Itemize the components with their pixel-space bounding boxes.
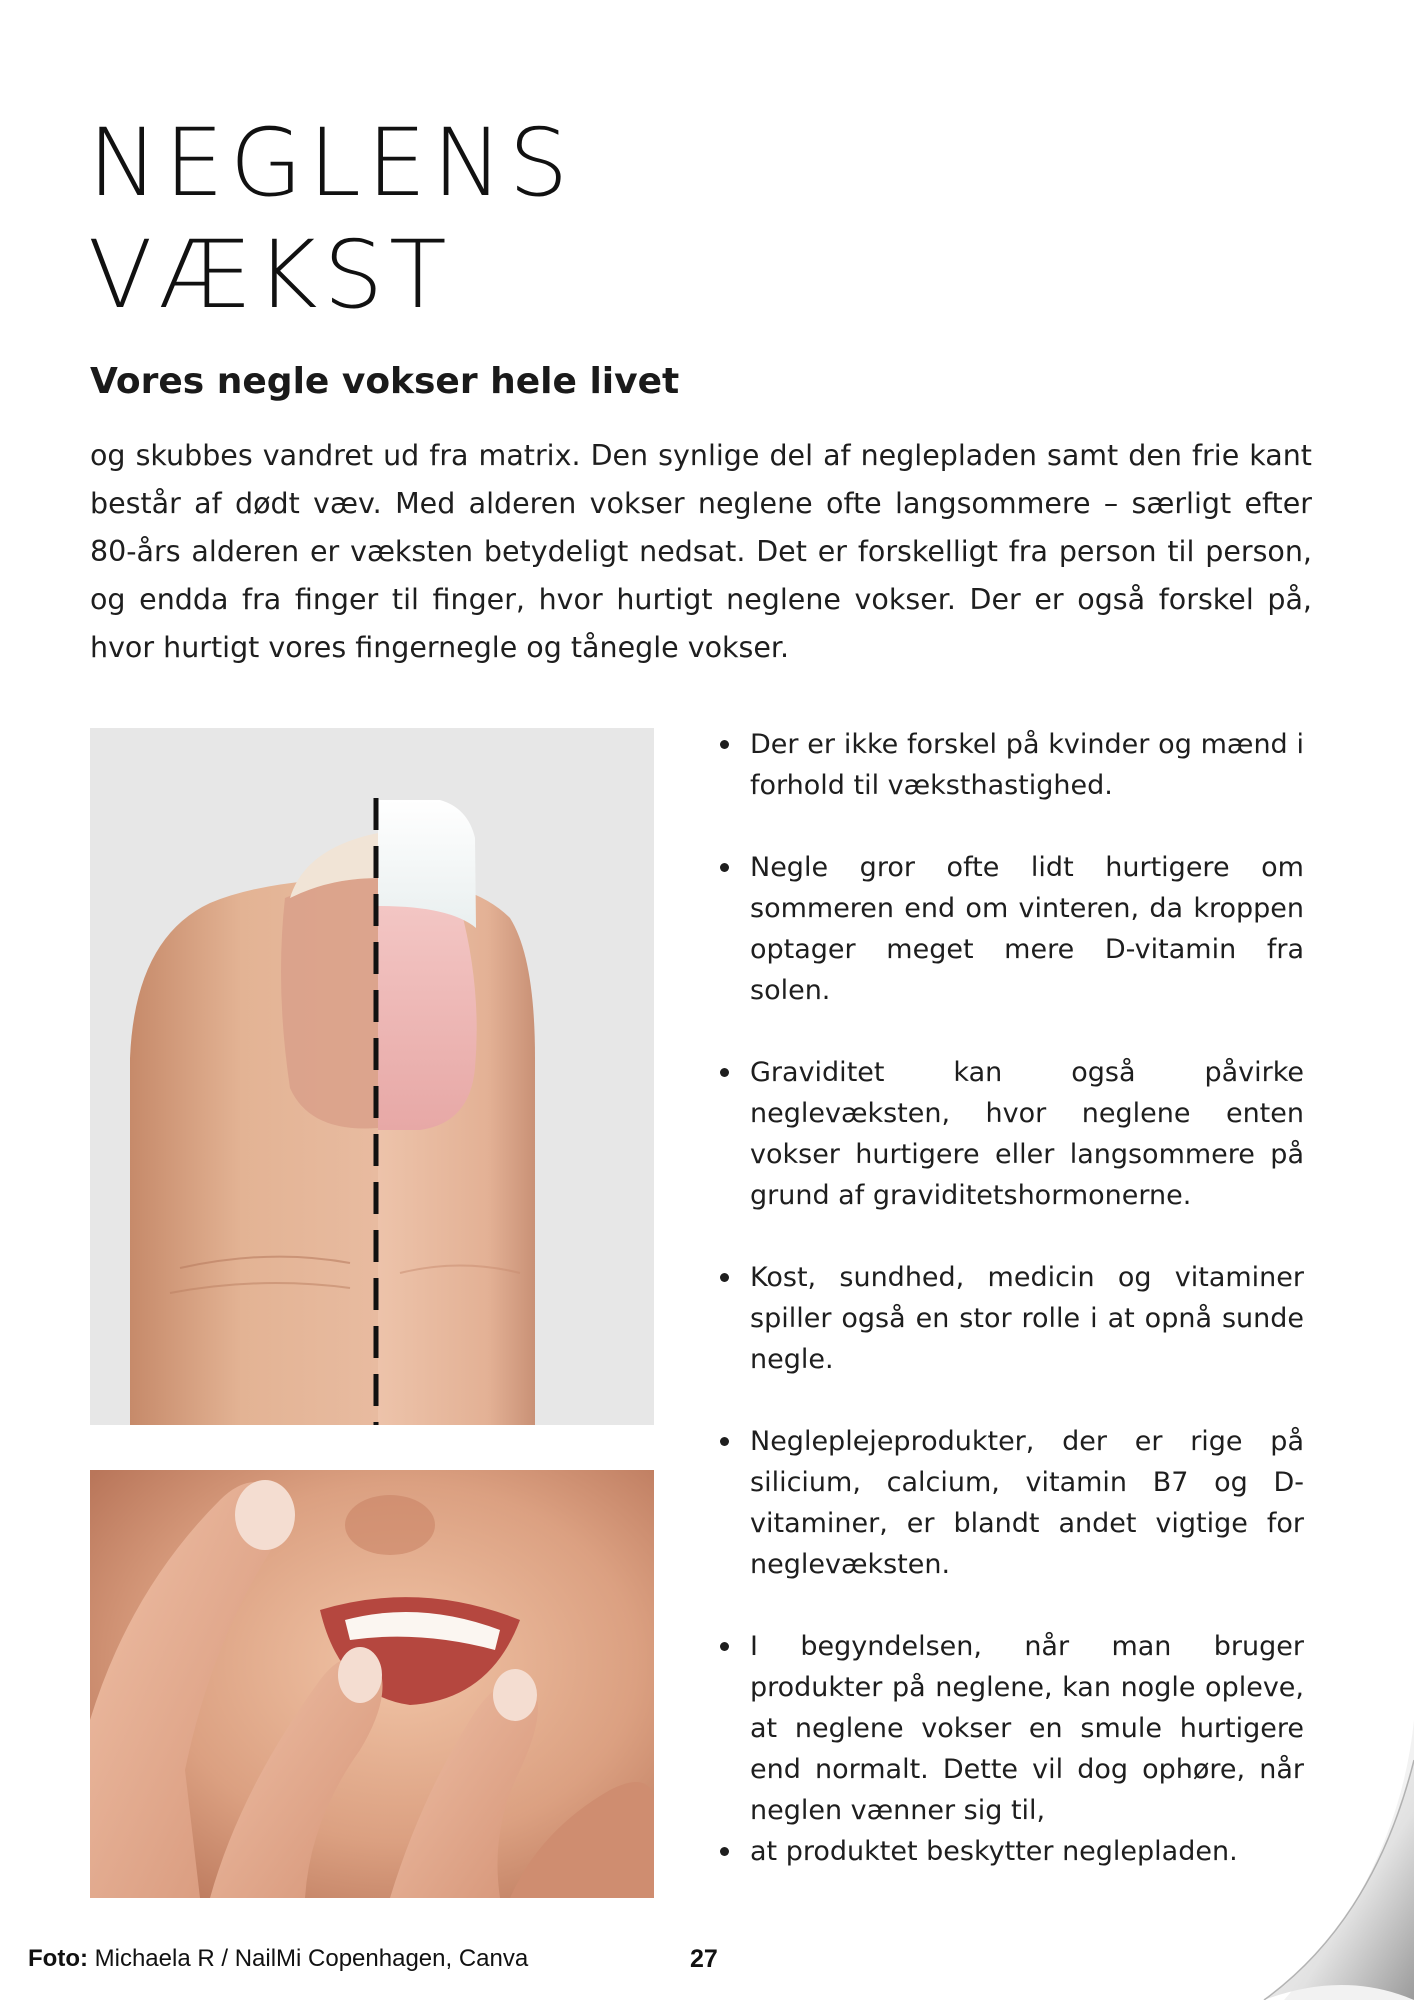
list-item: Negle gror ofte lidt hurtigere om sommeren end om vinteren, da kroppen optager meget mere D-vitamin fra solen. xyxy=(720,847,1304,1011)
list-item: Graviditet kan også påvirke neglevæksten, hvor neglene enten vokser hurtigere eller langsommere på grund af graviditetshormonerne. xyxy=(720,1052,1304,1216)
intro-paragraph: og skubbes vandret ud fra matrix. Den synlige del af neglepladen samt den frie kant består af dødt væv. Med alderen vokser neglene ofte langsommere – særligt efter 80-års alderen er væksten betydeligt nedsat. Det er forskelligt fra person til person, og endda fra finger til finger, hvor hurtigt neglene vokser. Der er også forskel på, hvor hurtigt vores fingernegle og tånegle vokser. xyxy=(90,439,1312,664)
hand-smile-photo xyxy=(90,1470,654,1898)
finger-nail-photo xyxy=(90,728,654,1425)
page-curl-decoration xyxy=(1224,1720,1414,2000)
list-item: at produktet beskytter neglepladen. xyxy=(720,1831,1304,1872)
page-number: 27 xyxy=(690,1945,718,1973)
photo-credit xyxy=(28,1945,528,1973)
photo-credit-label: Foto: xyxy=(28,1945,88,1972)
list-item: Der er ikke forskel på kvinder og mænd i forhold til væksthastighed. xyxy=(720,724,1304,806)
list-item: Kost, sundhed, medicin og vitaminer spiller også en stor rolle i at opnå sunde negle. xyxy=(720,1257,1304,1380)
page-title xyxy=(88,108,574,332)
list-item: Negleplejeprodukter, der er rige på silicium, calcium, vitamin B7 og D-vitaminer, er blandt andet vigtige for neglevæksten. xyxy=(720,1421,1304,1585)
title-line-2: VÆKST xyxy=(88,221,453,330)
photo-credit-text: Michaela R / NailMi Copenhagen, Canva xyxy=(87,1945,529,1972)
fact-list xyxy=(720,724,1304,1872)
subtitle: Vores negle vokser hele livet xyxy=(90,361,680,402)
title-line-1: NEGLENS xyxy=(88,109,575,218)
list-item: I begyndelsen, når man bruger produkter på neglene, kan nogle opleve, at neglene vokser en smule hurtigere end normalt. Dette vil dog ophøre, når neglen vænner sig til, xyxy=(720,1626,1304,1831)
